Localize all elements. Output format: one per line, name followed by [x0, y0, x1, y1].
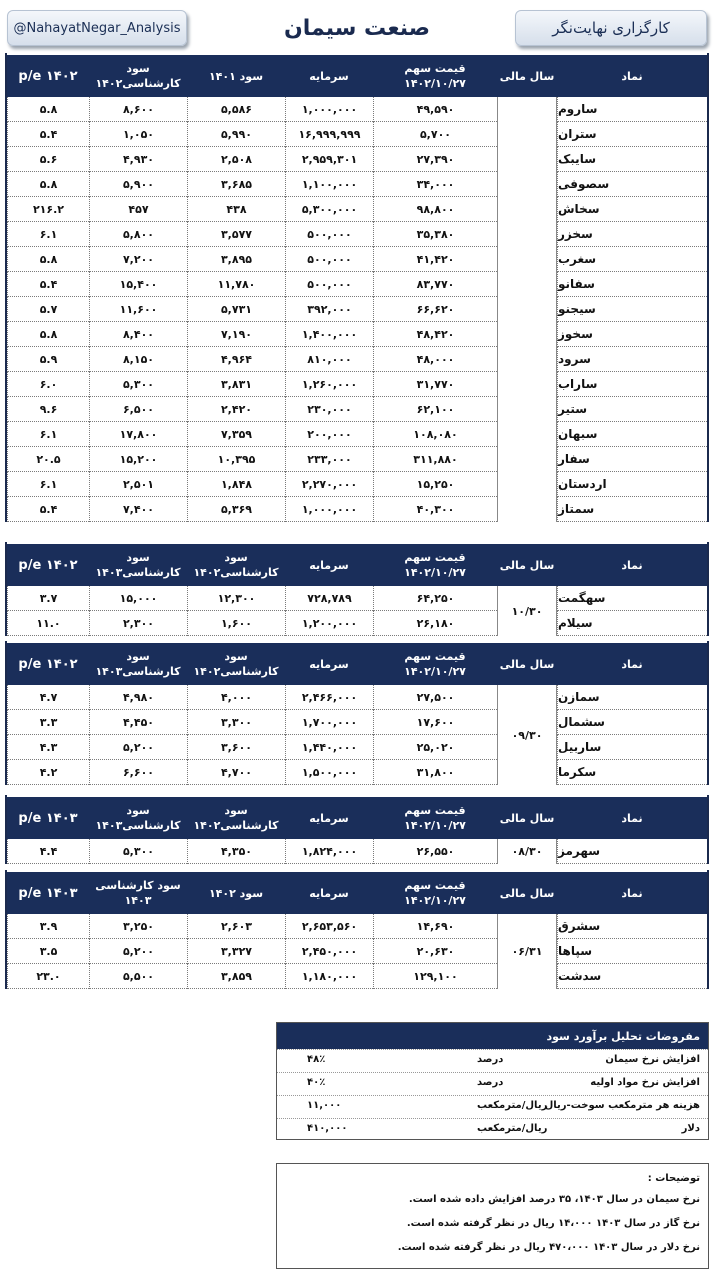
table-row: [7, 172, 707, 197]
table-row: [7, 197, 707, 222]
table-row: [7, 97, 707, 122]
price-cell: ۴۰,۳۰۰: [373, 497, 497, 522]
symbol-cell: سمتاز: [557, 497, 707, 522]
capital-cell: ۱,۱۸۰,۰۰۰: [285, 964, 373, 989]
table-row: [7, 611, 707, 636]
assumption-unit: درصد: [477, 1054, 504, 1065]
pe-cell: ۴.۲: [7, 760, 89, 785]
symbol-cell: سصوفی: [557, 172, 707, 197]
capital-cell: ۱,۵۰۰,۰۰۰: [285, 760, 373, 785]
e1-cell: ۴,۳۵۰: [187, 839, 285, 864]
e1-cell: ۴,۷۰۰: [187, 760, 285, 785]
table-row: [7, 447, 707, 472]
price-cell: ۶۴,۲۵۰: [373, 586, 497, 611]
assumptions-title: مفروضات تحلیل برآورد سود: [277, 1023, 708, 1049]
e1-cell: ۵,۳۶۹: [187, 497, 285, 522]
header-e2: سود کارشناسی۱۴۰۳: [95, 650, 181, 678]
price-cell: ۴۸,۴۲۰: [373, 322, 497, 347]
pe-cell: ۲۳.۰: [7, 964, 89, 989]
symbol-cell: سشمال: [557, 710, 707, 735]
pe-cell: ۵.۸: [7, 247, 89, 272]
pe-cell: ۵.۸: [7, 97, 89, 122]
price-cell: ۴۹,۵۹۰: [373, 97, 497, 122]
pe-cell: ۵.۴: [7, 272, 89, 297]
header-name: نماد: [621, 558, 643, 572]
symbol-cell: سکرما: [557, 760, 707, 785]
assumption-row: [277, 1072, 708, 1095]
header-e1: سود ۱۴۰۲: [208, 886, 264, 900]
e2-cell: ۵,۸۰۰: [89, 222, 187, 247]
capital-cell: ۲,۹۵۹,۳۰۱: [285, 147, 373, 172]
capital-cell: ۱,۴۰۰,۰۰۰: [285, 322, 373, 347]
assumption-unit: ریال/مترمکعب: [477, 1100, 548, 1111]
note-line: نرخ دلار در سال ۱۴۰۳ ۴۷۰،۰۰۰ ریال در نظر گرفته شده است.: [397, 1242, 700, 1253]
symbol-cell: سایبک: [557, 147, 707, 172]
header-price: قیمت سهم ۱۴۰۲/۱۰/۲۷: [404, 879, 466, 907]
header-pe: p/e ۱۴۰۳: [18, 810, 78, 826]
price-cell: ۶۶,۶۲۰: [373, 297, 497, 322]
note-line: نرخ گاز در سال ۱۴۰۳ ۱۴،۰۰۰ ریال در نظر گرفته شده است.: [406, 1218, 700, 1229]
e2-cell: ۴۵۷: [89, 197, 187, 222]
table-section: [5, 53, 709, 522]
pe-cell: ۵.۸: [7, 172, 89, 197]
symbol-cell: سخاش: [557, 197, 707, 222]
header-pe: p/e ۱۴۰۳: [18, 885, 78, 901]
table-row: [7, 760, 707, 785]
pe-cell: ۵.۷: [7, 297, 89, 322]
assumption-label: افزایش نرخ مواد اولیه: [590, 1077, 700, 1088]
header-fy: سال مالی: [499, 69, 555, 83]
capital-cell: ۱۶,۹۹۹,۹۹۹: [285, 122, 373, 147]
e2-cell: ۶,۶۰۰: [89, 760, 187, 785]
price-cell: ۱۰۸,۰۸۰: [373, 422, 497, 447]
header-fy: سال مالی: [499, 811, 555, 825]
table-row: [7, 147, 707, 172]
capital-cell: ۱,۷۰۰,۰۰۰: [285, 710, 373, 735]
fiscal-year-cell: ۰۶/۳۱: [497, 914, 557, 989]
e2-cell: ۱۵,۲۰۰: [89, 447, 187, 472]
price-cell: ۵,۷۰۰: [373, 122, 497, 147]
assumption-value: ۴۸٪: [307, 1054, 326, 1065]
e1-cell: ۵,۷۳۱: [187, 297, 285, 322]
table-row: [7, 322, 707, 347]
table-row: [7, 710, 707, 735]
fiscal-year-cell: ۰۹/۳۰: [497, 685, 557, 785]
header-capital: سرمایه: [309, 886, 349, 900]
e1-cell: ۷,۱۹۰: [187, 322, 285, 347]
symbol-cell: سیلام: [557, 611, 707, 636]
table-header: [7, 542, 707, 586]
table-row: [7, 122, 707, 147]
header-name: نماد: [621, 69, 643, 83]
symbol-cell: ساربیل: [557, 735, 707, 760]
price-cell: ۴۸,۰۰۰: [373, 347, 497, 372]
symbol-cell: سهگمت: [557, 586, 707, 611]
header-pe: p/e ۱۴۰۲: [18, 656, 78, 672]
price-cell: ۲۶,۱۸۰: [373, 611, 497, 636]
e1-cell: ۵,۵۸۶: [187, 97, 285, 122]
channel-handle-badge[interactable]: @NahayatNegar_Analysis: [7, 10, 187, 46]
e1-cell: ۵,۹۹۰: [187, 122, 285, 147]
e2-cell: ۴,۹۳۰: [89, 147, 187, 172]
capital-cell: ۵۰۰,۰۰۰: [285, 272, 373, 297]
table-row: [7, 685, 707, 710]
header-name: نماد: [621, 657, 643, 671]
table-row: [7, 422, 707, 447]
header-fy: سال مالی: [499, 657, 555, 671]
e2-cell: ۳,۲۵۰: [89, 914, 187, 939]
table-row: [7, 586, 707, 611]
table-row: [7, 397, 707, 422]
assumption-value: ۴۱۰,۰۰۰: [307, 1123, 348, 1134]
assumption-unit: درصد: [477, 1077, 504, 1088]
e2-cell: ۱۵,۴۰۰: [89, 272, 187, 297]
e1-cell: ۲,۴۲۰: [187, 397, 285, 422]
e1-cell: ۱,۸۴۸: [187, 472, 285, 497]
capital-cell: ۱,۰۰۰,۰۰۰: [285, 97, 373, 122]
price-cell: ۴۱,۴۲۰: [373, 247, 497, 272]
header-name: نماد: [621, 811, 643, 825]
symbol-cell: سخوز: [557, 322, 707, 347]
header-e2: سود کارشناسی۱۴۰۳: [95, 804, 181, 832]
price-cell: ۶۲,۱۰۰: [373, 397, 497, 422]
e2-cell: ۵,۳۰۰: [89, 839, 187, 864]
header-capital: سرمایه: [309, 558, 349, 572]
symbol-cell: سهرمز: [557, 839, 707, 864]
table-section: [5, 641, 709, 785]
e2-cell: ۷,۲۰۰: [89, 247, 187, 272]
symbol-cell: سمازن: [557, 685, 707, 710]
assumption-row: [277, 1049, 708, 1072]
table-row: [7, 297, 707, 322]
pe-cell: ۴.۷: [7, 685, 89, 710]
symbol-cell: سفار: [557, 447, 707, 472]
price-cell: ۲۶,۵۵۰: [373, 839, 497, 864]
header-price: قیمت سهم ۱۴۰۲/۱۰/۲۷: [404, 804, 466, 832]
e1-cell: ۲,۵۰۸: [187, 147, 285, 172]
capital-cell: ۵,۳۰۰,۰۰۰: [285, 197, 373, 222]
pe-cell: ۳.۷: [7, 586, 89, 611]
capital-cell: ۵۰۰,۰۰۰: [285, 247, 373, 272]
fiscal-year-cell: [497, 97, 557, 522]
table-section: [5, 795, 709, 864]
table-row: [7, 247, 707, 272]
capital-cell: ۲,۲۷۰,۰۰۰: [285, 472, 373, 497]
price-cell: ۲۷,۵۰۰: [373, 685, 497, 710]
e2-cell: ۵,۳۰۰: [89, 372, 187, 397]
pe-cell: ۶.۱: [7, 222, 89, 247]
capital-cell: ۲,۴۶۶,۰۰۰: [285, 685, 373, 710]
e1-cell: ۳,۳۰۰: [187, 710, 285, 735]
assumption-value: ۱۱,۰۰۰: [307, 1100, 342, 1111]
assumption-label: افزایش نرخ سیمان: [605, 1054, 700, 1065]
fiscal-year-cell: ۰۸/۳۰: [497, 839, 557, 864]
price-cell: ۳۴,۰۰۰: [373, 172, 497, 197]
symbol-cell: اردستان: [557, 472, 707, 497]
table-header: [7, 870, 707, 914]
capital-cell: ۲۳۳,۰۰۰: [285, 447, 373, 472]
price-cell: ۳۱۱,۸۸۰: [373, 447, 497, 472]
capital-cell: ۲۳۰,۰۰۰: [285, 397, 373, 422]
table-row: [7, 735, 707, 760]
symbol-cell: ستران: [557, 122, 707, 147]
pe-cell: ۲۰.۵: [7, 447, 89, 472]
price-cell: ۳۱,۸۰۰: [373, 760, 497, 785]
price-cell: ۱۵,۲۵۰: [373, 472, 497, 497]
table-header: [7, 795, 707, 839]
symbol-cell: ستیر: [557, 397, 707, 422]
header-e1: سود کارشناسی۱۴۰۲: [193, 650, 279, 678]
e2-cell: ۱,۰۵۰: [89, 122, 187, 147]
header-price: قیمت سهم ۱۴۰۲/۱۰/۲۷: [404, 551, 466, 579]
e1-cell: ۱۱,۷۸۰: [187, 272, 285, 297]
e1-cell: ۳,۶۸۵: [187, 172, 285, 197]
capital-cell: ۱,۲۶۰,۰۰۰: [285, 372, 373, 397]
assumption-value: ۴۰٪: [307, 1077, 326, 1088]
note-line: نرخ سیمان در سال ۱۴۰۳، ۳۵ درصد افزایش داده شده است.: [408, 1194, 700, 1205]
header-capital: سرمایه: [309, 657, 349, 671]
price-cell: ۳۵,۳۸۰: [373, 222, 497, 247]
header-e2: سود کارشناسی۱۴۰۲: [95, 62, 181, 90]
price-cell: ۲۷,۳۹۰: [373, 147, 497, 172]
capital-cell: ۱,۴۴۰,۰۰۰: [285, 735, 373, 760]
symbol-cell: ساراب: [557, 372, 707, 397]
e2-cell: ۸,۴۰۰: [89, 322, 187, 347]
pe-cell: ۵.۶: [7, 147, 89, 172]
e2-cell: ۸,۶۰۰: [89, 97, 187, 122]
e2-cell: ۴,۹۸۰: [89, 685, 187, 710]
capital-cell: ۱,۸۲۴,۰۰۰: [285, 839, 373, 864]
table-row: [7, 347, 707, 372]
header-e1: سود ۱۴۰۱: [208, 69, 264, 83]
e1-cell: ۱۰,۳۹۵: [187, 447, 285, 472]
assumption-label: هزینه هر مترمکعب سوخت-ریال: [544, 1100, 700, 1111]
symbol-cell: سخزر: [557, 222, 707, 247]
e2-cell: ۸,۱۵۰: [89, 347, 187, 372]
table-row: [7, 222, 707, 247]
capital-cell: ۲,۴۵۰,۰۰۰: [285, 939, 373, 964]
capital-cell: ۵۰۰,۰۰۰: [285, 222, 373, 247]
table-row: [7, 939, 707, 964]
header-fy: سال مالی: [499, 886, 555, 900]
price-cell: ۹۸,۸۰۰: [373, 197, 497, 222]
symbol-cell: سیجنو: [557, 297, 707, 322]
pe-cell: ۶.۱: [7, 472, 89, 497]
capital-cell: ۷۲۸,۷۸۹: [285, 586, 373, 611]
assumption-row: [277, 1095, 708, 1118]
table-row: [7, 272, 707, 297]
pe-cell: ۲۱۶.۲: [7, 197, 89, 222]
header-fy: سال مالی: [499, 558, 555, 572]
header-capital: سرمایه: [309, 69, 349, 83]
price-cell: ۲۵,۰۲۰: [373, 735, 497, 760]
e2-cell: ۴,۴۵۰: [89, 710, 187, 735]
header-e1: سود کارشناسی۱۴۰۲: [193, 804, 279, 832]
assumption-label: دلار: [681, 1123, 700, 1134]
e1-cell: ۳,۳۲۷: [187, 939, 285, 964]
e2-cell: ۱۷,۸۰۰: [89, 422, 187, 447]
assumptions-rows: [277, 1049, 708, 1141]
e2-cell: ۶,۵۰۰: [89, 397, 187, 422]
header-price: قیمت سهم ۱۴۰۲/۱۰/۲۷: [404, 62, 466, 90]
table-header: [7, 641, 707, 685]
notes-box: [276, 1163, 709, 1269]
header-pe: p/e ۱۴۰۲: [18, 68, 78, 84]
assumptions-box: [276, 1022, 709, 1140]
pe-cell: ۴.۳: [7, 735, 89, 760]
price-cell: ۱۴,۶۹۰: [373, 914, 497, 939]
e1-cell: ۱,۶۰۰: [187, 611, 285, 636]
table-row: [7, 497, 707, 522]
pe-cell: ۳.۹: [7, 914, 89, 939]
symbol-cell: سشرق: [557, 914, 707, 939]
capital-cell: ۸۱۰,۰۰۰: [285, 347, 373, 372]
e2-cell: ۵,۲۰۰: [89, 939, 187, 964]
symbol-cell: سدشت: [557, 964, 707, 989]
e1-cell: ۳,۸۹۵: [187, 247, 285, 272]
header-e2: سود کارشناسی۱۴۰۳: [95, 551, 181, 579]
capital-cell: ۱,۱۰۰,۰۰۰: [285, 172, 373, 197]
e1-cell: ۳,۶۰۰: [187, 735, 285, 760]
capital-cell: ۲۰۰,۰۰۰: [285, 422, 373, 447]
e2-cell: ۱۱,۶۰۰: [89, 297, 187, 322]
capital-cell: ۱,۰۰۰,۰۰۰: [285, 497, 373, 522]
symbol-cell: سفانو: [557, 272, 707, 297]
e1-cell: ۴,۹۶۴: [187, 347, 285, 372]
e1-cell: ۷,۳۵۹: [187, 422, 285, 447]
pe-cell: ۶.۱: [7, 422, 89, 447]
e1-cell: ۴,۰۰۰: [187, 685, 285, 710]
e1-cell: ۳,۵۷۷: [187, 222, 285, 247]
pe-cell: ۵.۴: [7, 497, 89, 522]
table-section: [5, 542, 709, 636]
header-pe: p/e ۱۴۰۲: [18, 557, 78, 573]
table-section: [5, 870, 709, 989]
header-name: نماد: [621, 886, 643, 900]
pe-cell: ۹.۶: [7, 397, 89, 422]
header-price: قیمت سهم ۱۴۰۲/۱۰/۲۷: [404, 650, 466, 678]
table-row: [7, 372, 707, 397]
brand-badge[interactable]: کارگزاری نهایت‌نگر: [515, 10, 707, 46]
table-row: [7, 964, 707, 989]
symbol-cell: سبهان: [557, 422, 707, 447]
e2-cell: ۵,۵۰۰: [89, 964, 187, 989]
price-cell: ۱۲۹,۱۰۰: [373, 964, 497, 989]
page-title: صنعت سیمان: [283, 15, 430, 41]
fiscal-year-cell: ۱۰/۳۰: [497, 586, 557, 636]
e2-cell: ۱۵,۰۰۰: [89, 586, 187, 611]
pe-cell: ۵.۹: [7, 347, 89, 372]
pe-cell: ۶.۰: [7, 372, 89, 397]
symbol-cell: سرود: [557, 347, 707, 372]
price-cell: ۱۷,۶۰۰: [373, 710, 497, 735]
price-cell: ۲۰,۶۳۰: [373, 939, 497, 964]
header-e1: سود کارشناسی۱۴۰۲: [193, 551, 279, 579]
pe-cell: ۵.۸: [7, 322, 89, 347]
pe-cell: ۱۱.۰: [7, 611, 89, 636]
e2-cell: ۲,۳۰۰: [89, 611, 187, 636]
top-bar: [5, 6, 709, 50]
assumption-unit: ریال/مترمکعب: [477, 1123, 548, 1134]
header-capital: سرمایه: [309, 811, 349, 825]
e2-cell: ۵,۹۰۰: [89, 172, 187, 197]
table-row: [7, 472, 707, 497]
assumption-row: [277, 1118, 708, 1141]
e1-cell: ۱۲,۳۰۰: [187, 586, 285, 611]
pe-cell: ۳.۵: [7, 939, 89, 964]
e1-cell: ۳,۸۵۹: [187, 964, 285, 989]
symbol-cell: ساروم: [557, 97, 707, 122]
pe-cell: ۵.۴: [7, 122, 89, 147]
table-row: [7, 914, 707, 939]
notes-title: توضیحات :: [647, 1173, 700, 1184]
price-cell: ۳۱,۷۷۰: [373, 372, 497, 397]
price-cell: ۸۳,۷۷۰: [373, 272, 497, 297]
pe-cell: ۳.۳: [7, 710, 89, 735]
e1-cell: ۳,۸۳۱: [187, 372, 285, 397]
e1-cell: ۲,۶۰۳: [187, 914, 285, 939]
e1-cell: ۴۳۸: [187, 197, 285, 222]
symbol-cell: سغرب: [557, 247, 707, 272]
header-e2: سود کارشناسی ۱۴۰۳: [95, 879, 181, 907]
table-row: [7, 839, 707, 864]
e2-cell: ۷,۴۰۰: [89, 497, 187, 522]
symbol-cell: سپاها: [557, 939, 707, 964]
pe-cell: ۴.۴: [7, 839, 89, 864]
capital-cell: ۱,۲۰۰,۰۰۰: [285, 611, 373, 636]
e2-cell: ۲,۵۰۱: [89, 472, 187, 497]
capital-cell: ۲,۶۵۳,۵۶۰: [285, 914, 373, 939]
e2-cell: ۵,۲۰۰: [89, 735, 187, 760]
capital-cell: ۳۹۲,۰۰۰: [285, 297, 373, 322]
table-header: [7, 53, 707, 97]
